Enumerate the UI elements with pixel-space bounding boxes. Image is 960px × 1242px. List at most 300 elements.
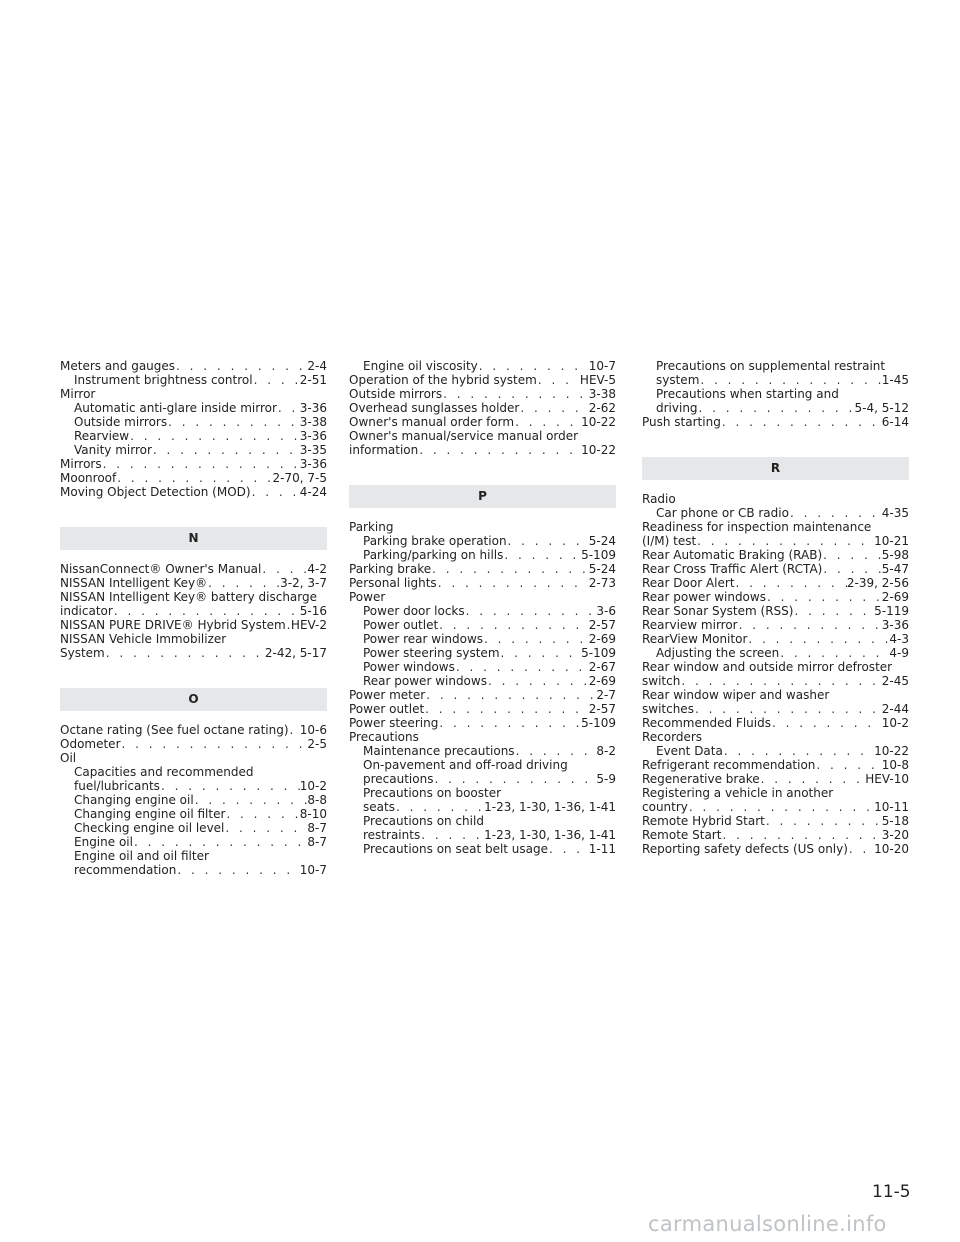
dot-leader [425,688,596,702]
entry-label: recommendation [74,863,177,877]
entry-page-ref: 2-7 [596,688,616,702]
entry-page-ref: 5-98 [881,548,909,562]
dot-leader [433,772,596,786]
entry-label: Parking brake [349,562,432,576]
entry-page-ref: 8-2 [596,744,616,758]
dot-leader [483,632,589,646]
entry-label: Owner's manual/service manual order [349,429,579,443]
index-entry [349,744,616,758]
dot-leader [176,863,299,877]
dot-leader [424,702,589,716]
entry-page-ref: 4-2 [307,562,327,576]
dot-leader [822,548,882,562]
spacer [349,508,616,520]
dot-leader [721,828,881,842]
entry-page-ref: 5-119 [874,604,909,618]
entry-page-ref: 1-23, 1-30, 1-36, 1-41 [484,800,616,814]
entry-page-ref: 4-3 [889,632,909,646]
index-entry [349,401,616,415]
dot-leader [395,800,484,814]
entry-label: Rear Sonar System (RSS) [642,604,794,618]
entry-label: Vanity mirror [74,443,152,457]
dot-leader [437,576,589,590]
index-entry [642,576,909,590]
dot-leader [194,793,308,807]
index-entry [349,520,616,534]
entry-label: (I/M) test [642,534,697,548]
index-entry [60,737,327,751]
index-entry [60,751,327,765]
entry-label: NISSAN Intelligent Key® [60,576,208,590]
entry-page-ref: 2-69 [588,632,616,646]
index-entry [60,401,327,415]
dot-leader [133,835,307,849]
spacer [60,660,327,688]
index-entry [349,590,616,604]
index-entry [642,401,909,415]
entry-label: Push starting [642,415,721,429]
entry-label: Car phone or CB radio [656,506,789,520]
index-entry [642,506,909,520]
index-entry [349,604,616,618]
dot-leader [116,471,272,485]
entry-label: Regenerative brake [642,772,760,786]
entry-label: Power meter [349,688,426,702]
entry-label: restraints [363,828,421,842]
index-entry [60,415,327,429]
entry-page-ref: 3-36 [881,618,909,632]
entry-page-ref: 2-62 [588,401,616,415]
entry-label: Owner's manual order form [349,415,515,429]
page-number: 11-5 [872,1182,911,1202]
index-entry [642,688,909,702]
entry-page-ref: 5-18 [881,814,909,828]
entry-page-ref: 2-39, 2-56 [846,576,909,590]
index-entry [349,660,616,674]
entry-page-ref: 2-70, 7-5 [272,471,327,485]
index-entry [349,646,616,660]
entry-page-ref: 10-7 [299,863,327,877]
entry-page-ref: 1-11 [588,842,616,856]
entry-label: Mirror [60,387,96,401]
index-entry [642,618,909,632]
index-entry [60,863,327,877]
index-entry [60,359,327,373]
entry-label: Rear Door Alert [642,576,735,590]
entry-label: Power outlet [363,618,439,632]
entry-label: fuel/lubricants [74,779,160,793]
entry-page-ref: 4-9 [889,646,909,660]
entry-label: Remote Hybrid Start [642,814,765,828]
entry-label: Octane rating (See fuel octane rating) [60,723,289,737]
entry-label: On-pavement and off-road driving [363,758,568,772]
entry-page-ref: 4-24 [299,485,327,499]
entry-label: information [349,443,419,457]
entry-label: Moving Object Detection (MOD) [60,485,251,499]
entry-label: Adjusting the screen [656,646,780,660]
dot-leader [121,737,308,751]
entry-page-ref: 10-11 [874,800,909,814]
index-entry [642,716,909,730]
index-entry [349,702,616,716]
entry-page-ref: 3-20 [881,828,909,842]
dot-leader [771,716,882,730]
dot-leader [224,821,307,835]
dot-leader [455,660,589,674]
entry-label: Automatic anti-glare inside mirror [74,401,277,415]
entry-label: Remote Start [642,828,722,842]
dot-leader [723,744,874,758]
entry-page-ref: 2-57 [588,618,616,632]
entry-page-ref: 3-2, 3-7 [280,576,327,590]
entry-label: Parking [349,520,394,534]
index-entry [60,849,327,863]
index-entry [349,415,616,429]
entry-label: Rear power windows [363,674,487,688]
index-entry [642,772,909,786]
entry-page-ref: 5-109 [581,716,616,730]
dot-leader [815,758,881,772]
entry-page-ref: 3-35 [299,443,327,457]
index-entry [349,618,616,632]
dot-leader [478,359,589,373]
entry-page-ref: 10-8 [881,758,909,772]
index-entry [642,786,909,800]
index-entry [349,814,616,828]
entry-page-ref: 10-22 [874,744,909,758]
entry-page-ref: 3-6 [596,604,616,618]
entry-label: Rearview [74,429,130,443]
index-entry [642,387,909,401]
index-entry [60,576,327,590]
dot-leader [519,401,588,415]
entry-page-ref: 10-22 [581,415,616,429]
dot-leader [438,618,589,632]
index-entry [642,604,909,618]
entry-label: Precautions on booster [363,786,502,800]
entry-label: seats [363,800,395,814]
spacer [60,550,327,562]
entry-label: NISSAN Intelligent Key® battery discharge [60,590,317,604]
entry-page-ref: 5-24 [588,562,616,576]
entry-page-ref: 2-67 [588,660,616,674]
entry-label: Parking brake operation [363,534,507,548]
index-entry [349,842,616,856]
index-entry [349,758,616,772]
index-entry [349,429,616,443]
entry-label: System [60,646,105,660]
entry-label: Readiness for inspection maintenance [642,520,872,534]
index-entry [60,485,327,499]
entry-page-ref: 5-47 [881,562,909,576]
entry-page-ref: 5-9 [596,772,616,786]
entry-page-ref: 5-4, 5-12 [854,401,909,415]
entry-page-ref: 5-109 [581,548,616,562]
dot-leader [789,506,882,520]
entry-page-ref: 2-73 [588,576,616,590]
entry-label: Meters and gauges [60,359,176,373]
index-entry [60,604,327,618]
index-entry [349,688,616,702]
index-entry [642,674,909,688]
entry-page-ref: 6-14 [881,415,909,429]
entry-label: switches [642,702,694,716]
entry-label: Operation of the hybrid system [349,373,537,387]
spacer [60,711,327,723]
entry-label: Odometer [60,737,121,751]
entry-label: Checking engine oil level [74,821,225,835]
index-entry [60,793,327,807]
entry-label: Oil [60,751,77,765]
dot-leader [507,534,589,548]
entry-label: Registering a vehicle in another [642,786,834,800]
index-entry [642,415,909,429]
entry-label: Precautions on seat belt usage [363,842,549,856]
dot-leader [503,548,581,562]
entry-page-ref: HEV-2 [290,618,327,632]
dot-leader [261,562,307,576]
entry-page-ref: 8-8 [307,793,327,807]
dot-leader [515,744,597,758]
entry-label: indicator [60,604,113,618]
spacer [349,457,616,485]
index-entry [642,632,909,646]
entry-page-ref: 2-57 [588,702,616,716]
index-entry [642,702,909,716]
entry-label: Changing engine oil filter [74,807,226,821]
entry-page-ref: 5-24 [588,534,616,548]
entry-page-ref: 10-2 [299,779,327,793]
entry-label: NISSAN Vehicle Immobilizer [60,632,227,646]
entry-label: Changing engine oil [74,793,194,807]
index-entry [60,429,327,443]
entry-label: Instrument brightness control [74,373,253,387]
index-entry [60,618,327,632]
entry-label: Power steering system [363,646,500,660]
dot-leader [688,800,874,814]
entry-label: Power windows [363,660,455,674]
section-header: N [60,527,327,550]
index-entry [642,814,909,828]
index-entry [60,765,327,779]
index-entry [642,548,909,562]
dot-leader [698,401,855,415]
index-entry [60,807,327,821]
dot-leader [537,373,580,387]
entry-label: Power [349,590,386,604]
entry-label: Rear window wiper and washer [642,688,830,702]
section-header: R [642,457,909,480]
index-entry [642,646,909,660]
index-entry [642,800,909,814]
index-entry [642,842,909,856]
entry-label: Rear Automatic Braking (RAB) [642,548,823,562]
index-entry [642,373,909,387]
index-entry [642,744,909,758]
index-entry [642,359,909,373]
entry-label: Moonroof [60,471,117,485]
entry-label: Personal lights [349,576,437,590]
dot-leader [175,359,307,373]
index-entry [349,772,616,786]
dot-leader [431,562,589,576]
index-entry [60,590,327,604]
entry-label: Parking/parking on hills [363,548,504,562]
dot-leader [766,590,882,604]
entry-label: country [642,800,688,814]
entry-label: NISSAN PURE DRIVE® Hybrid System [60,618,286,632]
dot-leader [105,646,265,660]
spacer [642,480,909,492]
entry-page-ref: 8-7 [307,835,327,849]
dot-leader [696,534,874,548]
entry-page-ref: 2-69 [881,590,909,604]
entry-page-ref: 3-38 [299,415,327,429]
dot-leader [694,702,882,716]
entry-page-ref: 10-6 [299,723,327,737]
entry-label: switch [642,674,681,688]
dot-leader [167,415,300,429]
entry-page-ref: 2-4 [307,359,327,373]
dot-leader [113,604,300,618]
dot-leader [680,674,881,688]
index-entry [349,548,616,562]
dot-leader [160,779,300,793]
index-entry [642,730,909,744]
dot-leader [152,443,300,457]
dot-leader [500,646,582,660]
entry-label: Power outlet [349,702,425,716]
entry-page-ref: 3-36 [299,401,327,415]
entry-page-ref: 3-36 [299,429,327,443]
dot-leader [699,373,881,387]
entry-label: Mirrors [60,457,102,471]
entry-label: NissanConnect® Owner's Manual [60,562,262,576]
dot-leader [822,562,881,576]
index-entry [642,520,909,534]
dot-leader [289,723,300,737]
entry-label: Engine oil and oil filter [74,849,209,863]
entry-label: system [656,373,700,387]
index-entry [349,786,616,800]
entry-label: Precautions on supplemental restraint [656,359,886,373]
dot-leader [848,842,874,856]
index-entry [642,660,909,674]
entry-page-ref: 2-5 [307,737,327,751]
entry-label: precautions [363,772,434,786]
index-entry [642,492,909,506]
index-entry [60,387,327,401]
entry-page-ref: 2-45 [881,674,909,688]
dot-leader [760,772,866,786]
index-entry [60,723,327,737]
index-entry [349,674,616,688]
dot-leader [793,604,874,618]
index-entry [349,576,616,590]
entry-label: Reporting safety defects (US only) [642,842,848,856]
index-entry [60,646,327,660]
entry-page-ref: 2-51 [299,373,327,387]
dot-leader [735,576,847,590]
entry-page-ref: 10-21 [874,534,909,548]
entry-label: Precautions when starting and [656,387,839,401]
entry-page-ref: 2-42, 5-17 [264,646,327,660]
entry-page-ref: 10-22 [581,443,616,457]
index-entry [349,359,616,373]
index-entry [642,590,909,604]
entry-label: driving [656,401,698,415]
index-entry [349,800,616,814]
index-column-2 [349,359,616,856]
index-entry [60,562,327,576]
entry-page-ref: 8-10 [299,807,327,821]
watermark-text: carmanualsonline.info [648,1212,887,1236]
index-entry [349,373,616,387]
index-entry [60,835,327,849]
dot-leader [765,814,882,828]
section-header: P [349,485,616,508]
spacer [642,429,909,457]
dot-leader [721,415,882,429]
index-entry [349,828,616,842]
entry-label: Outside mirrors [349,387,443,401]
index-entry [349,716,616,730]
entry-label: Power door locks [363,604,465,618]
entry-page-ref: 8-7 [307,821,327,835]
index-entry [349,387,616,401]
dot-leader [747,632,889,646]
entry-page-ref: 2-44 [881,702,909,716]
index-entry [60,373,327,387]
entry-label: Refrigerant recommendation [642,758,816,772]
dot-leader [251,485,300,499]
index-entry [60,632,327,646]
dot-leader [514,415,581,429]
entry-label: Precautions on child [363,814,484,828]
dot-leader [129,429,300,443]
entry-page-ref: 10-7 [588,359,616,373]
dot-leader [253,373,300,387]
index-entry [60,443,327,457]
entry-label: Power steering [349,716,439,730]
dot-leader [438,716,581,730]
entry-label: Rear power windows [642,590,766,604]
index-column-3 [642,359,909,856]
dot-leader [420,828,484,842]
entry-page-ref: HEV-10 [865,772,909,786]
entry-page-ref: 3-36 [299,457,327,471]
entry-label: Rear Cross Traffic Alert (RCTA) [642,562,823,576]
entry-label: Precautions [349,730,419,744]
index-entry [349,562,616,576]
entry-label: Outside mirrors [74,415,168,429]
entry-page-ref: 10-2 [881,716,909,730]
entry-label: RearView Monitor [642,632,748,646]
dot-leader [225,807,299,821]
entry-label: Rear window and outside mirror defroster [642,660,893,674]
entry-label: Radio [642,492,676,506]
entry-label: Event Data [656,744,723,758]
index-entry [60,471,327,485]
entry-label: Recommended Fluids [642,716,771,730]
dot-leader [102,457,300,471]
entry-page-ref: 5-16 [299,604,327,618]
entry-label: Capacities and recommended [74,765,254,779]
index-entry [642,758,909,772]
index-entry [349,730,616,744]
entry-label: Maintenance precautions [363,744,515,758]
dot-leader [277,401,300,415]
